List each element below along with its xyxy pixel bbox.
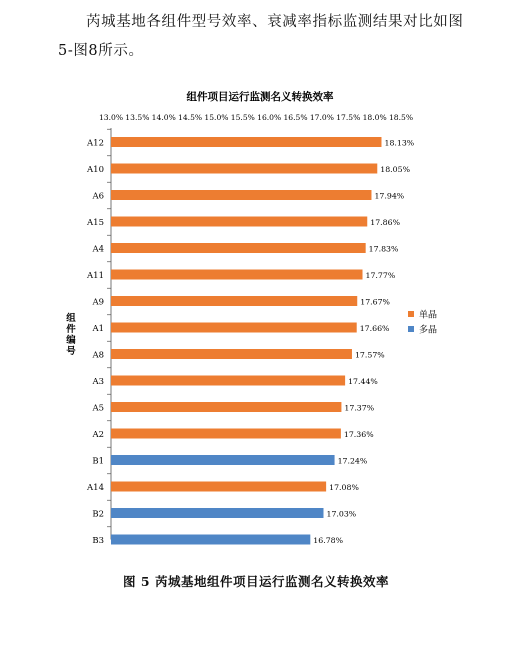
- x-tick-label: 15.0%: [204, 113, 229, 122]
- data-label: 17.67%: [360, 297, 390, 307]
- x-tick-label: 16.5%: [283, 113, 308, 122]
- data-label: 18.13%: [384, 138, 415, 148]
- x-tick-label: 14.0%: [151, 113, 176, 122]
- bar: [111, 482, 326, 492]
- legend-swatch: [408, 311, 414, 317]
- x-tick-label: 18.5%: [388, 113, 414, 122]
- x-tick-label: 15.5%: [230, 113, 255, 122]
- category-label: A5: [92, 403, 104, 414]
- x-tick-label: 17.0%: [309, 113, 334, 122]
- x-tick-label: 18.0%: [362, 113, 387, 122]
- bar: [111, 217, 367, 227]
- category-label: A4: [92, 244, 104, 255]
- x-tick-label: 14.5%: [178, 113, 203, 122]
- category-label: A8: [92, 350, 104, 361]
- category-label: B1: [92, 456, 104, 467]
- bar: [111, 508, 323, 518]
- category-label: A1: [92, 324, 104, 334]
- bar: [111, 137, 381, 147]
- data-label: 16.78%: [313, 536, 344, 545]
- bar: [111, 349, 352, 359]
- data-label: 17.36%: [343, 430, 374, 439]
- data-label: 17.44%: [348, 377, 378, 386]
- category-label: A12: [87, 138, 104, 149]
- data-label: 17.03%: [326, 509, 357, 519]
- data-label: 17.66%: [359, 324, 390, 333]
- data-label: 17.08%: [329, 483, 359, 492]
- category-label: A10: [87, 165, 104, 175]
- x-tick-label: 17.5%: [336, 113, 361, 122]
- data-label: 17.83%: [368, 244, 399, 254]
- category-label: A2: [92, 430, 104, 440]
- intro-text: 芮城基地各组件型号效率、衰减率指标监测结果对比如图5-图8所示。: [58, 14, 464, 59]
- category-label: B3: [92, 536, 104, 546]
- data-label: 17.77%: [365, 271, 396, 280]
- data-label: 17.24%: [337, 456, 368, 466]
- data-label: 17.57%: [354, 350, 385, 360]
- category-label: A9: [92, 297, 104, 308]
- y-axis-label-char: 号: [66, 346, 76, 357]
- bar: [111, 402, 341, 412]
- bar: [111, 164, 377, 174]
- category-label: A15: [87, 218, 104, 228]
- data-label: 17.86%: [370, 218, 400, 227]
- y-axis-label-char: 组: [66, 313, 76, 324]
- data-label: 18.05%: [380, 165, 411, 174]
- y-axis-label-char: 件: [66, 324, 76, 335]
- figure-caption: 图 5 芮城基地组件项目运行监测名义转换效率: [123, 574, 389, 589]
- category-label: A11: [87, 271, 104, 281]
- category-label: A14: [87, 483, 104, 493]
- bar: [111, 429, 341, 439]
- x-tick-label: 16.0%: [257, 113, 282, 122]
- bar: [111, 270, 363, 280]
- data-label: 17.37%: [344, 403, 375, 413]
- chart-title: 组件项目运行监测名义转换效率: [186, 91, 334, 103]
- category-label: B2: [92, 509, 104, 520]
- x-tick-label: 13.5%: [125, 113, 150, 122]
- bar: [111, 535, 310, 545]
- bar: [111, 243, 366, 253]
- legend-label: 单晶: [419, 310, 438, 321]
- bar: [111, 190, 371, 200]
- x-tick-label: 13.0%: [98, 113, 124, 122]
- legend-swatch: [408, 326, 414, 332]
- bar: [111, 323, 357, 333]
- bar: [111, 296, 357, 306]
- bar: [111, 376, 345, 386]
- bar: [111, 455, 335, 465]
- category-label: A6: [92, 191, 104, 202]
- data-label: 17.94%: [374, 191, 405, 201]
- y-axis-label-char: 编: [66, 335, 76, 346]
- legend-label: 多晶: [419, 325, 438, 336]
- category-label: A3: [92, 377, 104, 387]
